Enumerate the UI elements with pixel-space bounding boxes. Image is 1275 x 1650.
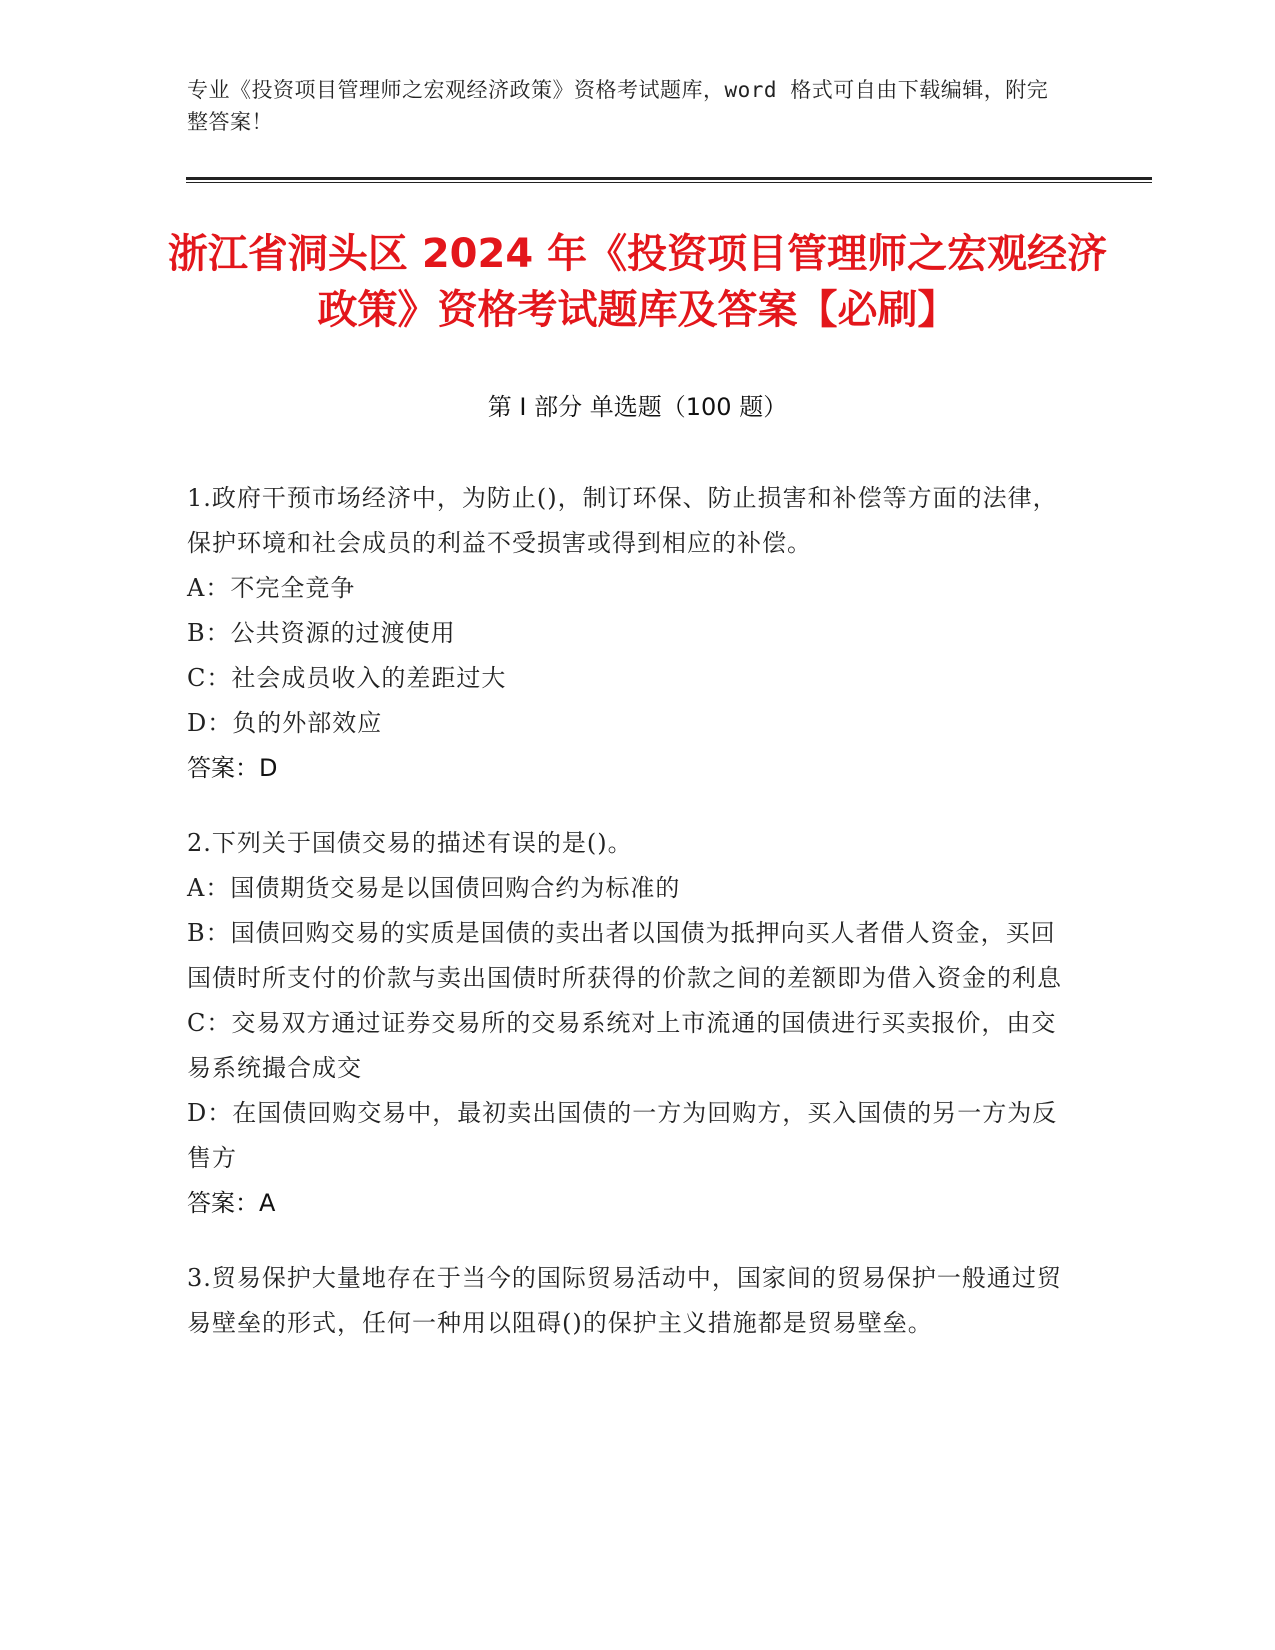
- option-b: B：公共资源的过渡使用: [187, 619, 456, 647]
- header-note: 专业《投资项目管理师之宏观经济政策》资格考试题库，word 格式可自由下载编辑，附完整答案！: [187, 78, 1049, 134]
- header-rule-thick: [186, 177, 1152, 180]
- option-b: B：国债回购交易的实质是国债的卖出者以国债为抵押向买人者借人资金，买回国债时所支付的价款与卖出国债时所获得的价款之间的差额即为借入资金的利息: [187, 919, 1062, 992]
- option-a: A：国债期货交易是以国债回购合约为标准的: [187, 874, 681, 902]
- header-rule-thin: [186, 182, 1152, 183]
- document-title: 浙江省洞头区 2024 年《投资项目管理师之宏观经济政策》资格考试题库及答案【必刷】: [167, 231, 1108, 333]
- option-c: C：交易双方通过证券交易所的交易系统对上市流通的国债进行买卖报价，由交易系统撮合成交: [187, 1009, 1057, 1082]
- answer: 答案：A: [187, 1189, 276, 1217]
- option-d: D：在国债回购交易中，最初卖出国债的一方为回购方，买入国债的另一方为反售方: [187, 1099, 1058, 1172]
- question-2: [187, 821, 1067, 1226]
- option-c: C：社会成员收入的差距过大: [187, 664, 507, 692]
- answer: 答案：D: [187, 754, 278, 782]
- question-stem: 3.贸易保护大量地存在于当今的国际贸易活动中，国家间的贸易保护一般通过贸易壁垒的形式，任何一种用以阻碍()的保护主义措施都是贸易壁垒。: [187, 1264, 1062, 1337]
- option-a: A：不完全竞争: [187, 574, 356, 602]
- question-stem: 1.政府干预市场经济中，为防止()，制订环保、防止损害和补偿等方面的法律，保护环境和社会成员的利益不受损害或得到相应的补偿。: [187, 484, 1058, 557]
- question-1: [187, 476, 1067, 791]
- section-title: 第 I 部分 单选题（100 题）: [487, 393, 788, 421]
- option-d: D：负的外部效应: [187, 709, 383, 737]
- question-list: [187, 476, 1067, 1376]
- question-3: [187, 1256, 1067, 1346]
- question-stem: 2.下列关于国债交易的描述有误的是()。: [187, 829, 633, 857]
